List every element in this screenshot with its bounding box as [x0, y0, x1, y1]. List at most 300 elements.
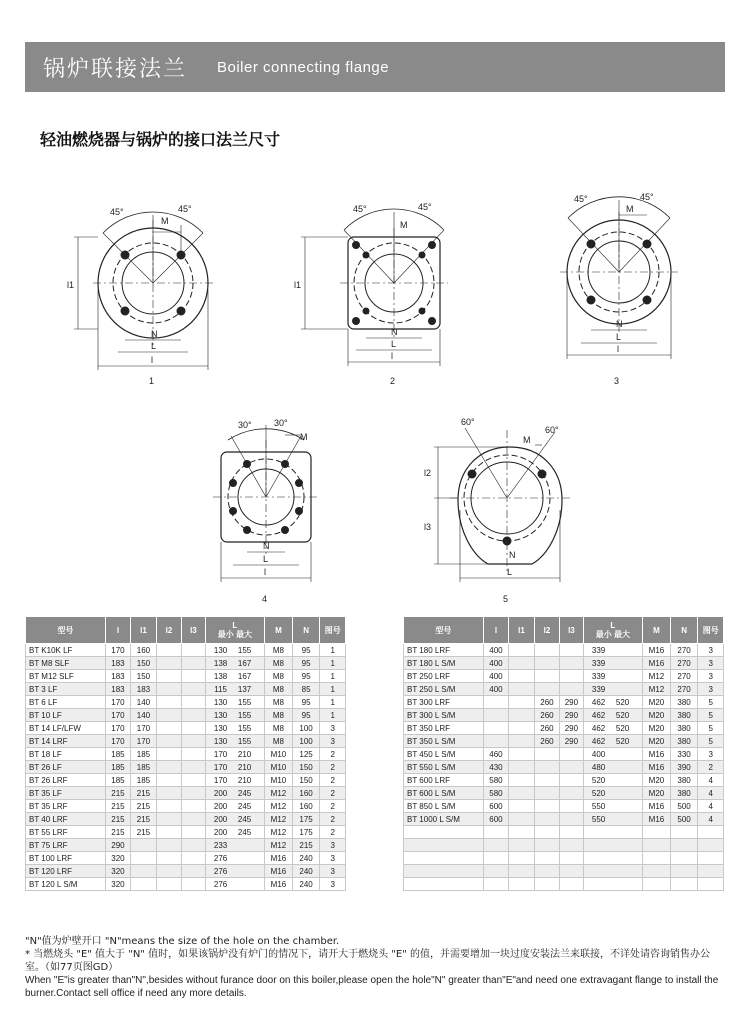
cell-fig — [698, 826, 724, 839]
cell-n: 85 — [292, 683, 320, 696]
cell-L — [205, 657, 265, 670]
cell-l1 — [509, 657, 535, 670]
table-row — [404, 787, 724, 800]
cell-l2 — [534, 852, 560, 865]
cell-model: BT 6 LF — [26, 696, 106, 709]
cell-l1: 170 — [131, 722, 157, 735]
cell-fig: 5 — [698, 709, 724, 722]
table-row — [404, 644, 724, 657]
cell-l1: 215 — [131, 787, 157, 800]
cell-l2 — [156, 722, 182, 735]
d3-angle-a: 45° — [574, 194, 588, 204]
d4-label-n: N — [263, 541, 270, 551]
cell-model: BT K10K LF — [26, 644, 106, 657]
cell-l: 183 — [105, 657, 131, 670]
cell-n: 500 — [670, 800, 698, 813]
d5-label-L: L — [507, 567, 513, 577]
cell-l3 — [182, 774, 205, 787]
cell-l — [483, 696, 509, 709]
col-N: N — [292, 617, 320, 644]
cell-m: M12 — [265, 813, 293, 826]
cell-l3 — [182, 696, 205, 709]
cell-L-min: 550 — [591, 801, 606, 811]
table-row — [26, 644, 346, 657]
cell-n: 100 — [292, 735, 320, 748]
cell-l2 — [156, 644, 182, 657]
table-row — [404, 865, 724, 878]
cell-l1 — [509, 865, 535, 878]
cell-m: M8 — [265, 709, 293, 722]
cell-model: BT 350 LRF — [404, 722, 484, 735]
cell-fig: 2 — [320, 748, 346, 761]
cell-l1 — [509, 722, 535, 735]
cell-l3 — [182, 761, 205, 774]
cell-model: BT 14 LF/LFW — [26, 722, 106, 735]
cell-m: M12 — [643, 670, 671, 683]
cell-l2 — [534, 670, 560, 683]
cell-fig: 3 — [320, 839, 346, 852]
cell-l1 — [509, 761, 535, 774]
cell-l — [483, 839, 509, 852]
cell-n: 380 — [670, 735, 698, 748]
cell-L-min: 200 — [213, 788, 228, 798]
cell-fig: 3 — [320, 865, 346, 878]
note-line-3: When "E"is greater than"N",besides without furance door on this boiler,please open the hole"N" greater than"E"and need one extravagant flange to install the burner.Contact sell office if need any more details. — [25, 975, 719, 999]
cell-n: 240 — [292, 865, 320, 878]
d1-angle-a: 45° — [110, 207, 124, 217]
cell-l2 — [534, 800, 560, 813]
d1-number: 1 — [149, 376, 155, 386]
d3-label-n: N — [616, 319, 623, 329]
cell-model: BT 350 L S/M — [404, 735, 484, 748]
cell-L — [583, 657, 643, 670]
table-row — [404, 761, 724, 774]
table-row — [404, 657, 724, 670]
col-fig: 图号 — [698, 617, 724, 644]
d1-label-l1: l1 — [67, 280, 75, 290]
cell-L-min: 115 — [214, 684, 227, 694]
cell-m: M16 — [643, 813, 671, 826]
cell-model: BT 35 LRF — [26, 800, 106, 813]
cell-m: M20 — [643, 787, 671, 800]
d3-angle-b: 45° — [640, 192, 654, 202]
cell-l1 — [509, 709, 535, 722]
cell-model: BT 40 LRF — [26, 813, 106, 826]
cell-l3 — [182, 748, 205, 761]
cell-l2 — [156, 761, 182, 774]
cell-model: BT 55 LRF — [26, 826, 106, 839]
cell-fig: 3 — [698, 657, 724, 670]
col-l: l — [483, 617, 509, 644]
cell-L-min: 138 — [213, 658, 228, 668]
cell-n: 270 — [670, 683, 698, 696]
col-L-top: L — [232, 621, 238, 630]
cell-l3: 290 — [560, 735, 583, 748]
cell-L-max: 210 — [237, 762, 252, 772]
cell-l1: 183 — [131, 683, 157, 696]
cell-model: BT 250 L S/M — [404, 683, 484, 696]
cell-l3 — [560, 839, 583, 852]
col-L-bottom: 最小 最大 — [595, 630, 630, 639]
cell-l1 — [131, 852, 157, 865]
d2-label-m: M — [400, 220, 408, 230]
cell-L — [205, 709, 265, 722]
cell-fig: 5 — [698, 722, 724, 735]
cell-l1 — [509, 696, 535, 709]
cell-L-min: 170 — [213, 749, 228, 759]
cell-l2 — [534, 865, 560, 878]
d2-angle-a: 45° — [353, 204, 367, 214]
d4-angle-a: 30° — [238, 420, 252, 430]
table-row — [404, 709, 724, 722]
table-row — [26, 748, 346, 761]
d3-label-L: L — [616, 332, 622, 342]
cell-l2 — [534, 748, 560, 761]
d5-angle-b: 60° — [545, 425, 559, 435]
table-row — [26, 683, 346, 696]
cell-fig: 1 — [320, 683, 346, 696]
cell-fig: 2 — [320, 787, 346, 800]
cell-l1: 215 — [131, 813, 157, 826]
cell-m: M20 — [643, 722, 671, 735]
cell-n: 270 — [670, 657, 698, 670]
cell-l3 — [182, 865, 205, 878]
table-row — [404, 696, 724, 709]
table-row — [26, 657, 346, 670]
cell-l1 — [509, 683, 535, 696]
cell-n: 215 — [292, 839, 320, 852]
cell-n: 95 — [292, 644, 320, 657]
cell-fig: 3 — [698, 644, 724, 657]
cell-l: 400 — [483, 644, 509, 657]
table-row — [404, 683, 724, 696]
cell-fig — [698, 865, 724, 878]
cell-L-max: 155 — [237, 710, 252, 720]
cell-n: 160 — [292, 800, 320, 813]
cell-n: 175 — [292, 813, 320, 826]
cell-L-min: 339 — [591, 684, 606, 694]
cell-fig — [698, 878, 724, 891]
cell-L — [205, 826, 265, 839]
cell-model: BT 300 LRF — [404, 696, 484, 709]
cell-L — [583, 696, 643, 709]
col-l3: l3 — [560, 617, 583, 644]
cell-model: BT 450 L S/M — [404, 748, 484, 761]
diagram-1 — [74, 212, 213, 370]
cell-fig: 2 — [320, 761, 346, 774]
col-l1: l1 — [509, 617, 535, 644]
cell-L — [583, 644, 643, 657]
d2-number: 2 — [390, 376, 396, 386]
cell-L — [205, 644, 265, 657]
cell-m: M16 — [643, 800, 671, 813]
cell-L-min: 339 — [591, 671, 606, 681]
cell-L — [205, 800, 265, 813]
cell-l1: 160 — [131, 644, 157, 657]
cell-m: M8 — [265, 683, 293, 696]
cell-n: 175 — [292, 826, 320, 839]
col-model: 型号 — [26, 617, 106, 644]
table-row — [404, 878, 724, 891]
cell-l: 185 — [105, 748, 131, 761]
d5-angle-a: 60° — [461, 417, 475, 427]
cell-l: 185 — [105, 761, 131, 774]
cell-l2 — [534, 644, 560, 657]
cell-l2 — [156, 709, 182, 722]
cell-n: 125 — [292, 748, 320, 761]
cell-l3 — [182, 683, 205, 696]
cell-m — [643, 852, 671, 865]
cell-L — [583, 878, 643, 891]
d5-number: 5 — [503, 594, 509, 604]
cell-l3 — [182, 813, 205, 826]
col-L — [205, 617, 265, 644]
cell-l: 430 — [483, 761, 509, 774]
table-row — [26, 761, 346, 774]
cell-L — [205, 748, 265, 761]
cell-m: M16 — [265, 878, 293, 891]
table-row — [404, 813, 724, 826]
cell-model: BT 250 LRF — [404, 670, 484, 683]
cell-m: M12 — [265, 800, 293, 813]
cell-L-min: 138 — [213, 671, 228, 681]
cell-l2 — [156, 787, 182, 800]
cell-m: M20 — [643, 709, 671, 722]
cell-m: M8 — [265, 657, 293, 670]
cell-model: BT 18 LF — [26, 748, 106, 761]
cell-l1 — [509, 839, 535, 852]
cell-n: 150 — [292, 774, 320, 787]
table-row — [26, 722, 346, 735]
cell-L-max: 245 — [237, 801, 252, 811]
cell-n: 100 — [292, 722, 320, 735]
cell-l1 — [509, 852, 535, 865]
cell-m: M8 — [265, 644, 293, 657]
cell-m: M12 — [265, 826, 293, 839]
cell-model: BT 850 L S/M — [404, 800, 484, 813]
cell-l2 — [534, 657, 560, 670]
cell-n — [670, 826, 698, 839]
cell-l3 — [560, 878, 583, 891]
cell-fig: 1 — [320, 709, 346, 722]
cell-l: 185 — [105, 774, 131, 787]
diagram-5 — [434, 428, 572, 582]
cell-m: M16 — [265, 852, 293, 865]
cell-fig: 4 — [698, 774, 724, 787]
cell-L — [205, 787, 265, 800]
cell-L — [205, 696, 265, 709]
cell-n: 380 — [670, 696, 698, 709]
cell-fig: 2 — [320, 800, 346, 813]
cell-l1: 215 — [131, 826, 157, 839]
cell-fig: 3 — [320, 878, 346, 891]
cell-L-min: 130 — [213, 645, 228, 655]
cell-model: BT 26 LF — [26, 761, 106, 774]
cell-l2 — [534, 839, 560, 852]
table-row — [26, 852, 346, 865]
cell-L-min: 462 — [591, 723, 606, 733]
cell-l3 — [560, 670, 583, 683]
cell-m: M12 — [265, 787, 293, 800]
cell-l2 — [156, 852, 182, 865]
d4-label-l: l — [264, 567, 266, 577]
cell-model: BT 100 LRF — [26, 852, 106, 865]
cell-fig: 2 — [320, 813, 346, 826]
cell-l: 320 — [105, 865, 131, 878]
cell-fig: 2 — [320, 774, 346, 787]
d2-label-l1: l1 — [294, 280, 302, 290]
table-row — [26, 696, 346, 709]
d5-label-m: M — [523, 435, 531, 445]
d5-label-l3: l3 — [424, 522, 432, 532]
cell-n: 380 — [670, 787, 698, 800]
d2-label-L: L — [391, 339, 397, 349]
cell-l2: 260 — [534, 709, 560, 722]
col-model: 型号 — [404, 617, 484, 644]
cell-l1: 140 — [131, 696, 157, 709]
cell-model: BT 10 LF — [26, 709, 106, 722]
cell-L — [583, 800, 643, 813]
cell-l2 — [534, 826, 560, 839]
cell-n: 95 — [292, 657, 320, 670]
cell-L — [583, 813, 643, 826]
table-left-body — [26, 644, 346, 891]
cell-m — [643, 865, 671, 878]
header-title-zh: 锅炉联接法兰 — [43, 57, 188, 82]
d1-label-L: L — [151, 341, 157, 351]
cell-l1: 170 — [131, 735, 157, 748]
cell-l1 — [509, 748, 535, 761]
table-row — [26, 826, 346, 839]
cell-l1: 185 — [131, 774, 157, 787]
cell-l1 — [131, 878, 157, 891]
cell-L-min: 170 — [213, 762, 228, 772]
cell-l3 — [182, 670, 205, 683]
cell-l1: 150 — [131, 657, 157, 670]
cell-L — [583, 839, 643, 852]
cell-l: 215 — [105, 826, 131, 839]
diagram-2 — [301, 209, 448, 366]
col-N: N — [670, 617, 698, 644]
d3-label-l: l — [617, 344, 619, 354]
cell-n: 240 — [292, 852, 320, 865]
cell-L — [205, 878, 265, 891]
cell-L-min: 200 — [213, 801, 228, 811]
cell-l: 290 — [105, 839, 131, 852]
cell-L-min: 130 — [213, 736, 228, 746]
cell-fig: 4 — [698, 813, 724, 826]
cell-l1: 185 — [131, 748, 157, 761]
cell-n: 330 — [670, 748, 698, 761]
cell-L-max: 245 — [237, 827, 252, 837]
cell-n: 160 — [292, 787, 320, 800]
cell-l3 — [560, 865, 583, 878]
cell-l — [483, 735, 509, 748]
cell-l1: 150 — [131, 670, 157, 683]
cell-L-max: 155 — [237, 645, 252, 655]
d2-label-n: N — [391, 327, 398, 337]
cell-n: 270 — [670, 644, 698, 657]
cell-l1 — [509, 787, 535, 800]
table-row — [26, 865, 346, 878]
table-row — [26, 839, 346, 852]
cell-n: 95 — [292, 670, 320, 683]
cell-l2 — [534, 787, 560, 800]
cell-m: M12 — [265, 839, 293, 852]
cell-L-max: 167 — [237, 658, 252, 668]
cell-l2 — [534, 683, 560, 696]
cell-l: 170 — [105, 644, 131, 657]
cell-L-min: 550 — [591, 814, 606, 824]
cell-l2: 260 — [534, 735, 560, 748]
cell-model: BT 26 LRF — [26, 774, 106, 787]
table-row — [26, 774, 346, 787]
cell-L — [205, 813, 265, 826]
cell-l: 170 — [105, 709, 131, 722]
table-row — [404, 852, 724, 865]
d1-label-m: M — [161, 216, 169, 226]
cell-L-min: 462 — [591, 710, 606, 720]
cell-m: M10 — [265, 761, 293, 774]
cell-l1 — [509, 670, 535, 683]
cell-model: BT 120 L S/M — [26, 878, 106, 891]
cell-model: BT M8 SLF — [26, 657, 106, 670]
cell-L — [205, 865, 265, 878]
cell-m: M8 — [265, 722, 293, 735]
cell-l: 580 — [483, 787, 509, 800]
cell-L — [205, 839, 265, 852]
cell-l1 — [131, 865, 157, 878]
cell-L-max: 520 — [615, 697, 630, 707]
cell-l: 600 — [483, 800, 509, 813]
cell-L-max: 155 — [237, 736, 252, 746]
cell-model: BT 120 LRF — [26, 865, 106, 878]
cell-L-min: 276 — [213, 853, 228, 863]
cell-model: BT 75 LRF — [26, 839, 106, 852]
cell-m: M16 — [643, 644, 671, 657]
cell-fig: 5 — [698, 735, 724, 748]
cell-l2 — [156, 878, 182, 891]
table-row — [26, 878, 346, 891]
cell-l: 215 — [105, 813, 131, 826]
cell-fig — [698, 852, 724, 865]
cell-L-max: 520 — [615, 736, 630, 746]
cell-L — [583, 709, 643, 722]
cell-model: BT 180 LRF — [404, 644, 484, 657]
cell-L-min: 462 — [591, 736, 606, 746]
cell-model: BT 1000 L S/M — [404, 813, 484, 826]
cell-l: 215 — [105, 787, 131, 800]
d2-angle-b: 45° — [418, 202, 432, 212]
cell-l: 580 — [483, 774, 509, 787]
cell-L-min: 276 — [213, 879, 228, 889]
cell-L-min: 276 — [213, 866, 228, 876]
cell-l2 — [156, 839, 182, 852]
cell-l: 320 — [105, 852, 131, 865]
cell-l1 — [509, 774, 535, 787]
cell-fig: 1 — [320, 657, 346, 670]
cell-l3 — [182, 644, 205, 657]
cell-L-min: 480 — [591, 762, 606, 772]
cell-l3 — [560, 657, 583, 670]
cell-n: 95 — [292, 696, 320, 709]
cell-m: M16 — [643, 761, 671, 774]
note-line-1: "N"值为炉壁开口 "N"means the size of the hole on the chamber. — [25, 936, 340, 947]
cell-model — [404, 878, 484, 891]
d3-number: 3 — [614, 376, 620, 386]
cell-L-min: 130 — [213, 723, 228, 733]
cell-l: 400 — [483, 670, 509, 683]
